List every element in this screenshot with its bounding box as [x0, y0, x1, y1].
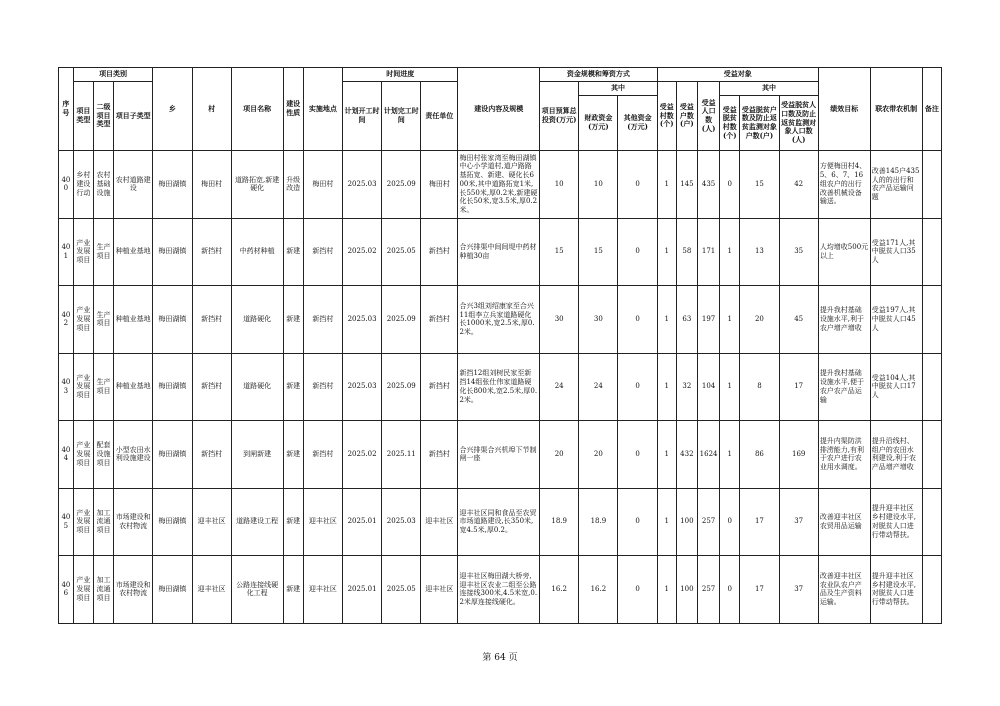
cell-pv: 1: [720, 353, 740, 421]
cell-second: 配套设施项目: [93, 421, 113, 489]
cell-goal: 提升我村基础设施水平,利于农户增产增收: [818, 286, 870, 354]
cell-pv: 0: [720, 556, 740, 624]
cell-other: 0: [618, 218, 657, 286]
cell-town: 梅田湖镇: [153, 421, 192, 489]
cell-goal: 改善迎丰社区农贸用品运输: [818, 488, 870, 556]
cell-other: 0: [618, 353, 657, 421]
table-row: [59, 151, 942, 219]
cell-total: 16.2: [540, 556, 579, 624]
cell-total: 20: [540, 421, 579, 489]
header-remark: 备注: [922, 68, 941, 151]
cell-loc: 梅田村: [303, 151, 342, 219]
cell-pv: 1: [720, 286, 740, 354]
cell-content: 合兴3组刘绍康家至合兴11组李立兵家道路硬化长1000米,宽2.5米,厚0.2米。: [458, 286, 540, 354]
cell-second: 生产项目: [93, 353, 113, 421]
cell-unit: 新挡村: [421, 218, 458, 286]
cell-village: 迎丰社区: [192, 488, 231, 556]
cell-mech: 提升迎丰社区乡村建设水平,对脱贫人口进行带动帮扶。: [870, 488, 922, 556]
header-beneficiary-group: 受益对象: [657, 68, 818, 82]
header-category-group: 项目类别: [73, 68, 152, 82]
cell-seq: 402: [59, 286, 74, 354]
cell-ph: 86: [740, 421, 779, 489]
cell-fiscal: 18.9: [579, 488, 618, 556]
cell-fiscal: 10: [579, 151, 618, 219]
cell-mech: 改善145户435人的的出行和农产品运输问题: [870, 151, 922, 219]
cell-ph: 8: [740, 353, 779, 421]
cell-start: 2025.02: [342, 218, 381, 286]
cell-seq: 400: [59, 151, 74, 219]
cell-village: 新挡村: [192, 421, 231, 489]
header-poor-villages: 受益脱贫村数(个): [720, 96, 740, 151]
cell-remark: [922, 488, 941, 556]
header-mechanism: 联农带农机制: [870, 68, 922, 151]
cell-pv: 1: [720, 421, 740, 489]
header-seq: 序号: [59, 68, 74, 151]
cell-mech: 提升沿线村、组户的农田水利建设,利于农产品增产增收: [870, 421, 922, 489]
cell-loc: 新挡村: [303, 353, 342, 421]
cell-ph: 15: [740, 151, 779, 219]
cell-unit: 新挡村: [421, 286, 458, 354]
cell-total: 30: [540, 286, 579, 354]
cell-bv: 1: [657, 421, 676, 489]
cell-goal: 提升内渠防洪排涝能力,有利于农户进行农业用水调度。: [818, 421, 870, 489]
cell-bp: 257: [697, 488, 719, 556]
header-sub-type: 项目子类型: [114, 82, 153, 151]
header-name: 项目名称: [231, 68, 283, 151]
cell-content: 迎丰社区同和食品至农贸市场道路建设,长350米,宽4.5米,厚0.2。: [458, 488, 540, 556]
cell-seq: 405: [59, 488, 74, 556]
cell-seq: 404: [59, 421, 74, 489]
cell-pp: 37: [779, 556, 818, 624]
cell-ph: 20: [740, 286, 779, 354]
cell-content: 梅田村张家湾至梅田湖镇中心小学道村,道户路路基拓宽、新建、硬化长600米,其中道路拓宽1米,长550米,厚0.2米,新建硬化长50米,宽3.5米,厚0.2米。: [458, 151, 540, 219]
cell-nature: 新建: [283, 421, 303, 489]
cell-pv: 1: [720, 218, 740, 286]
header-fund-of-which: 其中: [579, 82, 657, 96]
cell-loc: 迎丰社区: [303, 488, 342, 556]
cell-unit: 迎丰社区: [421, 488, 458, 556]
header-second-type: 二级项目类型: [93, 82, 113, 151]
table-body: [59, 151, 942, 624]
header-time-group: 时间进度: [342, 68, 458, 82]
cell-other: 0: [618, 421, 657, 489]
cell-loc: 新挡村: [303, 218, 342, 286]
header-benef-households: 受益户数(户): [676, 82, 697, 151]
cell-bh: 32: [676, 353, 697, 421]
cell-town: 梅田湖镇: [153, 488, 192, 556]
cell-content: 新挡12组刘树民家至新挡14组张仕伟家道路硬化长800米,宽2.5米,厚0.2米。: [458, 353, 540, 421]
cell-other: 0: [618, 488, 657, 556]
cell-sub: 市场建设和农村物流: [114, 556, 153, 624]
cell-bh: 145: [676, 151, 697, 219]
cell-content: 合兴排渠中间间堤中药材种植30亩: [458, 218, 540, 286]
header-poor-people: 受益脱贫人口数及防止返贫监测对象人口数(人): [779, 96, 818, 151]
cell-end: 2025.09: [382, 151, 421, 219]
cell-sub: 市场建设和农村物流: [114, 488, 153, 556]
cell-loc: 新挡村: [303, 421, 342, 489]
cell-unit: 迎丰社区: [421, 556, 458, 624]
cell-mech: 受益197人,其中脱贫人口45人: [870, 286, 922, 354]
cell-unit: 梅田村: [421, 151, 458, 219]
cell-name: 道路建设工程: [231, 488, 283, 556]
header-goal: 绩效目标: [818, 68, 870, 151]
cell-town: 梅田湖镇: [153, 286, 192, 354]
cell-type: 产业发展项目: [73, 286, 93, 354]
cell-village: 新挡村: [192, 286, 231, 354]
cell-seq: 406: [59, 556, 74, 624]
cell-remark: [922, 421, 941, 489]
cell-type: 产业发展项目: [73, 488, 93, 556]
cell-name: 道路拓宽,新建硬化: [231, 151, 283, 219]
cell-nature: 新建: [283, 488, 303, 556]
cell-nature: 新建: [283, 353, 303, 421]
cell-end: 2025.05: [382, 218, 421, 286]
cell-second: 生产项目: [93, 286, 113, 354]
cell-pp: 37: [779, 488, 818, 556]
cell-start: 2025.03: [342, 151, 381, 219]
cell-town: 梅田湖镇: [153, 353, 192, 421]
header-poor-households: 受益脱贫户数及防止返贫监测对象户数(户): [740, 96, 779, 151]
header-other: 其他资金(万元): [618, 96, 657, 151]
cell-bh: 432: [676, 421, 697, 489]
cell-total: 15: [540, 218, 579, 286]
cell-unit: 新挡村: [421, 353, 458, 421]
cell-content: 迎丰社区梅田湖大桥旁,迎丰社区农业二组至公路连接线300米,4.5米宽,0.2米厚连接线硬化。: [458, 556, 540, 624]
cell-pv: 0: [720, 488, 740, 556]
cell-type: 产业发展项目: [73, 353, 93, 421]
cell-type: 产业发展项目: [73, 556, 93, 624]
cell-end: 2025.11: [382, 421, 421, 489]
cell-seq: 401: [59, 218, 74, 286]
cell-name: 道路硬化: [231, 353, 283, 421]
cell-ph: 13: [740, 218, 779, 286]
cell-pv: 0: [720, 151, 740, 219]
cell-total: 18.9: [540, 488, 579, 556]
cell-nature: 新建: [283, 286, 303, 354]
cell-remark: [922, 353, 941, 421]
cell-mech: 提升迎丰社区乡村建设水平,对脱贫人口进行带动帮扶。: [870, 556, 922, 624]
cell-remark: [922, 556, 941, 624]
cell-end: 2025.03: [382, 488, 421, 556]
header-fiscal: 财政资金(万元): [579, 96, 618, 151]
cell-type: 产业发展项目: [73, 421, 93, 489]
cell-bp: 171: [697, 218, 719, 286]
cell-bv: 1: [657, 488, 676, 556]
cell-bh: 63: [676, 286, 697, 354]
cell-nature: 新建: [283, 218, 303, 286]
cell-end: 2025.09: [382, 353, 421, 421]
cell-other: 0: [618, 151, 657, 219]
cell-village: 新挡村: [192, 353, 231, 421]
cell-town: 梅田湖镇: [153, 556, 192, 624]
cell-bv: 1: [657, 286, 676, 354]
header-end: 计划完工时间: [382, 82, 421, 151]
cell-total: 10: [540, 151, 579, 219]
cell-nature: 新建: [283, 556, 303, 624]
header-type: 项目类型: [73, 82, 93, 151]
page-number: 第 64 页: [482, 653, 518, 663]
header-township: 乡: [153, 68, 192, 151]
header-village: 村: [192, 68, 231, 151]
table-row: [59, 421, 942, 489]
cell-ph: 17: [740, 556, 779, 624]
cell-town: 梅田湖镇: [153, 218, 192, 286]
cell-town: 梅田湖镇: [153, 151, 192, 219]
cell-start: 2025.01: [342, 556, 381, 624]
cell-mech: 受益171人,其中脱贫人口35人: [870, 218, 922, 286]
cell-other: 0: [618, 286, 657, 354]
cell-goal: 提升我村基础设施水平,便于农户农产品运输: [818, 353, 870, 421]
cell-bv: 1: [657, 353, 676, 421]
cell-unit: 新挡村: [421, 421, 458, 489]
table-row: [59, 556, 942, 624]
header-fund-group: 资金规模和筹资方式: [540, 68, 658, 82]
table-row: [59, 218, 942, 286]
cell-village: 迎丰社区: [192, 556, 231, 624]
cell-bv: 1: [657, 151, 676, 219]
cell-sub: 种植业基地: [114, 286, 153, 354]
header-nature: 建设性质: [283, 68, 303, 151]
cell-mech: 受益104人,其中脱贫人口17人: [870, 353, 922, 421]
header-content: 建设内容及规模: [458, 68, 540, 151]
cell-bv: 1: [657, 556, 676, 624]
cell-bh: 100: [676, 488, 697, 556]
cell-pp: 42: [779, 151, 818, 219]
cell-ph: 17: [740, 488, 779, 556]
cell-bh: 58: [676, 218, 697, 286]
cell-pp: 35: [779, 218, 818, 286]
cell-pp: 169: [779, 421, 818, 489]
header-start: 计划开工时间: [342, 82, 381, 151]
cell-name: 中药材种植: [231, 218, 283, 286]
cell-bp: 197: [697, 286, 719, 354]
cell-name: 到闸新建: [231, 421, 283, 489]
cell-loc: 新挡村: [303, 286, 342, 354]
cell-start: 2025.03: [342, 286, 381, 354]
header-benef-of-which: 其中: [720, 82, 819, 96]
cell-sub: 种植业基地: [114, 218, 153, 286]
cell-start: 2025.01: [342, 488, 381, 556]
cell-fiscal: 24: [579, 353, 618, 421]
cell-fiscal: 20: [579, 421, 618, 489]
cell-total: 24: [540, 353, 579, 421]
cell-bp: 435: [697, 151, 719, 219]
cell-bh: 100: [676, 556, 697, 624]
cell-bv: 1: [657, 218, 676, 286]
project-table: [58, 67, 942, 624]
table-row: [59, 353, 942, 421]
cell-sub: 农村道路建设: [114, 151, 153, 219]
cell-loc: 迎丰社区: [303, 556, 342, 624]
cell-bp: 1624: [697, 421, 719, 489]
cell-seq: 403: [59, 353, 74, 421]
cell-remark: [922, 286, 941, 354]
cell-second: 加工流通项目: [93, 556, 113, 624]
cell-bp: 104: [697, 353, 719, 421]
header-unit: 责任单位: [421, 82, 458, 151]
cell-pp: 17: [779, 353, 818, 421]
cell-end: 2025.05: [382, 556, 421, 624]
cell-village: 梅田村: [192, 151, 231, 219]
cell-second: 生产项目: [93, 218, 113, 286]
cell-name: 公路连接线硬化工程: [231, 556, 283, 624]
cell-remark: [922, 151, 941, 219]
cell-fiscal: 16.2: [579, 556, 618, 624]
cell-other: 0: [618, 556, 657, 624]
cell-pp: 45: [779, 286, 818, 354]
cell-second: 加工流通项目: [93, 488, 113, 556]
cell-end: 2025.09: [382, 286, 421, 354]
cell-goal: 改善迎丰社区农业队农户产品及生产资料运输。: [818, 556, 870, 624]
cell-start: 2025.02: [342, 421, 381, 489]
cell-name: 道路硬化: [231, 286, 283, 354]
header-total: 项目预算总投资(万元): [540, 82, 579, 151]
cell-type: 乡村建设行动: [73, 151, 93, 219]
cell-type: 产业发展项目: [73, 218, 93, 286]
cell-remark: [922, 218, 941, 286]
header-location: 实施地点: [303, 68, 342, 151]
cell-fiscal: 15: [579, 218, 618, 286]
cell-sub: 小型农田水利设施建设: [114, 421, 153, 489]
cell-nature: 升级改造: [283, 151, 303, 219]
cell-content: 合兴排渠合兴机埠下节制闸一座: [458, 421, 540, 489]
header-benef-people: 受益人口数(人): [697, 82, 719, 151]
cell-second: 农村基础设施: [93, 151, 113, 219]
table-row: [59, 286, 942, 354]
cell-goal: 方便梅田村4、5、6、7、16组农户的出行改善机械设备输送。: [818, 151, 870, 219]
cell-goal: 人均增收500元以上: [818, 218, 870, 286]
cell-sub: 种植业基地: [114, 353, 153, 421]
header-benef-villages: 受益村数(个): [657, 82, 676, 151]
cell-village: 新挡村: [192, 218, 231, 286]
cell-bp: 257: [697, 556, 719, 624]
table-row: [59, 488, 942, 556]
cell-start: 2025.03: [342, 353, 381, 421]
cell-fiscal: 30: [579, 286, 618, 354]
